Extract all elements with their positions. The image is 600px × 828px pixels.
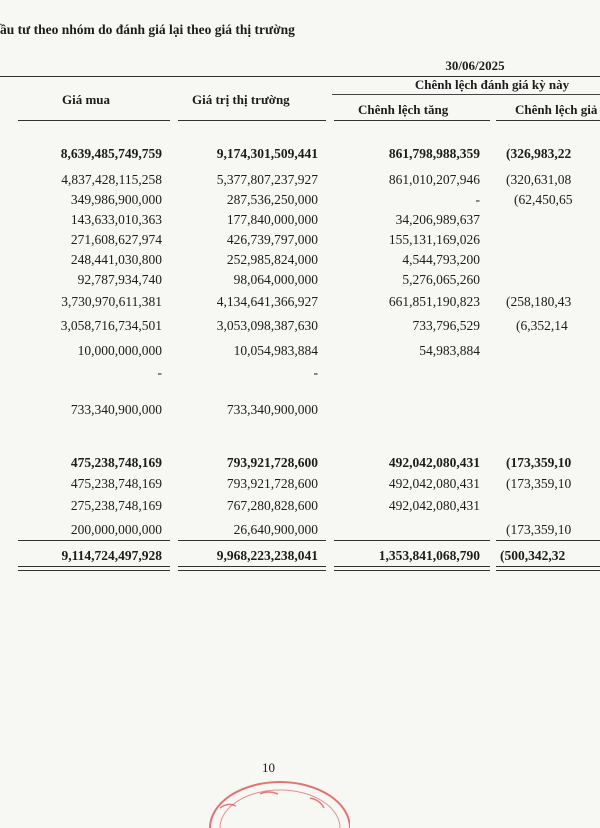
- red-seal-stamp: [200, 768, 350, 828]
- total-double-rule: [178, 566, 326, 571]
- total-row: [0, 548, 600, 566]
- cell-increase: 5,276,065,260: [402, 272, 480, 287]
- page-number: 10: [262, 760, 275, 775]
- cell-purchase: 349,986,900,000: [70, 192, 162, 207]
- total-market: 9,968,223,238,041: [216, 548, 318, 563]
- column-header-purchase: Giá mua: [62, 92, 111, 107]
- cell-purchase: 271,608,627,974: [70, 232, 162, 247]
- cell-market-value: 767,280,828,600: [226, 498, 318, 513]
- cell-market-value: 252,985,824,000: [226, 252, 318, 267]
- total-decrease: (500,342,32: [500, 548, 566, 563]
- cell-market-value: 9,174,301,509,441: [216, 146, 318, 161]
- total-double-rule: [496, 566, 600, 571]
- cell-increase: 861,798,988,359: [388, 146, 480, 161]
- cell-market-value: 733,340,900,000: [226, 402, 318, 417]
- cell-increase: 4,544,793,200: [402, 252, 480, 267]
- total-purchase: 9,114,724,497,928: [61, 548, 162, 563]
- section-heading: ầu tư theo nhóm do đánh giá lại theo giá thị trường: [0, 22, 295, 37]
- cell-purchase: -: [157, 365, 162, 380]
- table-row: [0, 212, 600, 230]
- subtotal-rule: [496, 540, 600, 541]
- table-row: [0, 146, 600, 164]
- cell-decrease: (326,983,22: [506, 146, 572, 161]
- cell-purchase: 3,730,970,611,381: [61, 294, 162, 309]
- cell-decrease: (320,631,08: [506, 172, 572, 187]
- cell-purchase: 8,639,485,749,759: [60, 146, 162, 161]
- cell-market-value: 3,053,098,387,630: [216, 318, 318, 333]
- group-header-rule: [332, 94, 600, 95]
- cell-market-value: 177,840,000,000: [226, 212, 318, 227]
- table-row: [0, 476, 600, 494]
- cell-market-value: 98,064,000,000: [233, 272, 318, 287]
- table-row: [0, 402, 600, 420]
- cell-increase: 661,851,190,823: [388, 294, 480, 309]
- total-increase: 1,353,841,068,790: [378, 548, 480, 563]
- cell-purchase: 475,238,748,169: [70, 455, 162, 470]
- cell-purchase: 3,058,716,734,501: [60, 318, 162, 333]
- cell-decrease: (173,359,10: [506, 455, 572, 470]
- subtotal-rule: [334, 540, 490, 541]
- total-double-rule: [18, 566, 170, 571]
- cell-increase: -: [475, 192, 480, 207]
- cell-increase: 492,042,080,431: [388, 455, 480, 470]
- table-row: [0, 343, 600, 361]
- cell-market-value: -: [313, 365, 318, 380]
- cell-increase: 54,983,884: [419, 343, 480, 358]
- cell-market-value: 4,134,641,366,927: [216, 294, 318, 309]
- table-row: [0, 498, 600, 516]
- cell-decrease: (62,450,65: [514, 192, 573, 207]
- cell-market-value: 5,377,807,237,927: [216, 172, 318, 187]
- table-row: [0, 232, 600, 250]
- column-header-decrease: Chênh lệch giả: [515, 102, 598, 117]
- total-double-rule: [334, 566, 490, 571]
- cell-increase: 34,206,989,637: [395, 212, 480, 227]
- cell-market-value: 287,536,250,000: [226, 192, 318, 207]
- cell-purchase: 475,238,748,169: [70, 476, 162, 491]
- table-row: [0, 272, 600, 290]
- cell-market-value: 426,739,797,000: [226, 232, 318, 247]
- cell-purchase: 92,787,934,740: [77, 272, 162, 287]
- header-underline: [496, 120, 600, 121]
- header-underline: [18, 120, 170, 121]
- cell-market-value: 793,921,728,600: [226, 476, 318, 491]
- cell-purchase: 4,837,428,115,258: [61, 172, 162, 187]
- cell-purchase: 733,340,900,000: [70, 402, 162, 417]
- table-row: [0, 294, 600, 312]
- cell-purchase: 10,000,000,000: [77, 343, 162, 358]
- table-row: [0, 522, 600, 540]
- cell-increase: 492,042,080,431: [388, 476, 480, 491]
- header-underline: [334, 120, 490, 121]
- cell-market-value: 793,921,728,600: [226, 455, 318, 470]
- subtotal-rule: [18, 540, 170, 541]
- column-header-increase: Chênh lệch tăng: [358, 102, 449, 117]
- table-row: [0, 318, 600, 336]
- cell-decrease: (258,180,43: [506, 294, 572, 309]
- cell-purchase: 200,000,000,000: [70, 522, 162, 537]
- cell-increase: 155,131,169,026: [388, 232, 480, 247]
- subtotal-rule: [178, 540, 326, 541]
- table-row: [0, 172, 600, 190]
- cell-market-value: 10,054,983,884: [233, 343, 318, 358]
- table-row: [0, 252, 600, 270]
- cell-increase: 492,042,080,431: [388, 498, 480, 513]
- cell-purchase: 143,633,010,363: [70, 212, 162, 227]
- column-header-market-value: Giá trị thị trường: [192, 92, 290, 107]
- cell-decrease: (173,359,10: [506, 476, 572, 491]
- period-date: 30/06/2025: [445, 58, 505, 73]
- header-underline: [178, 120, 326, 121]
- table-row: [0, 365, 600, 383]
- group-header: Chênh lệch đánh giá kỳ này: [414, 77, 570, 92]
- table-row: [0, 192, 600, 210]
- cell-decrease: (6,352,14: [516, 318, 568, 333]
- cell-decrease: (173,359,10: [506, 522, 572, 537]
- cell-increase: 861,010,207,946: [388, 172, 480, 187]
- cell-purchase: 248,441,030,800: [70, 252, 162, 267]
- cell-market-value: 26,640,900,000: [233, 522, 318, 537]
- cell-purchase: 275,238,748,169: [70, 498, 162, 513]
- table-row: [0, 455, 600, 473]
- cell-increase: 733,796,529: [412, 318, 480, 333]
